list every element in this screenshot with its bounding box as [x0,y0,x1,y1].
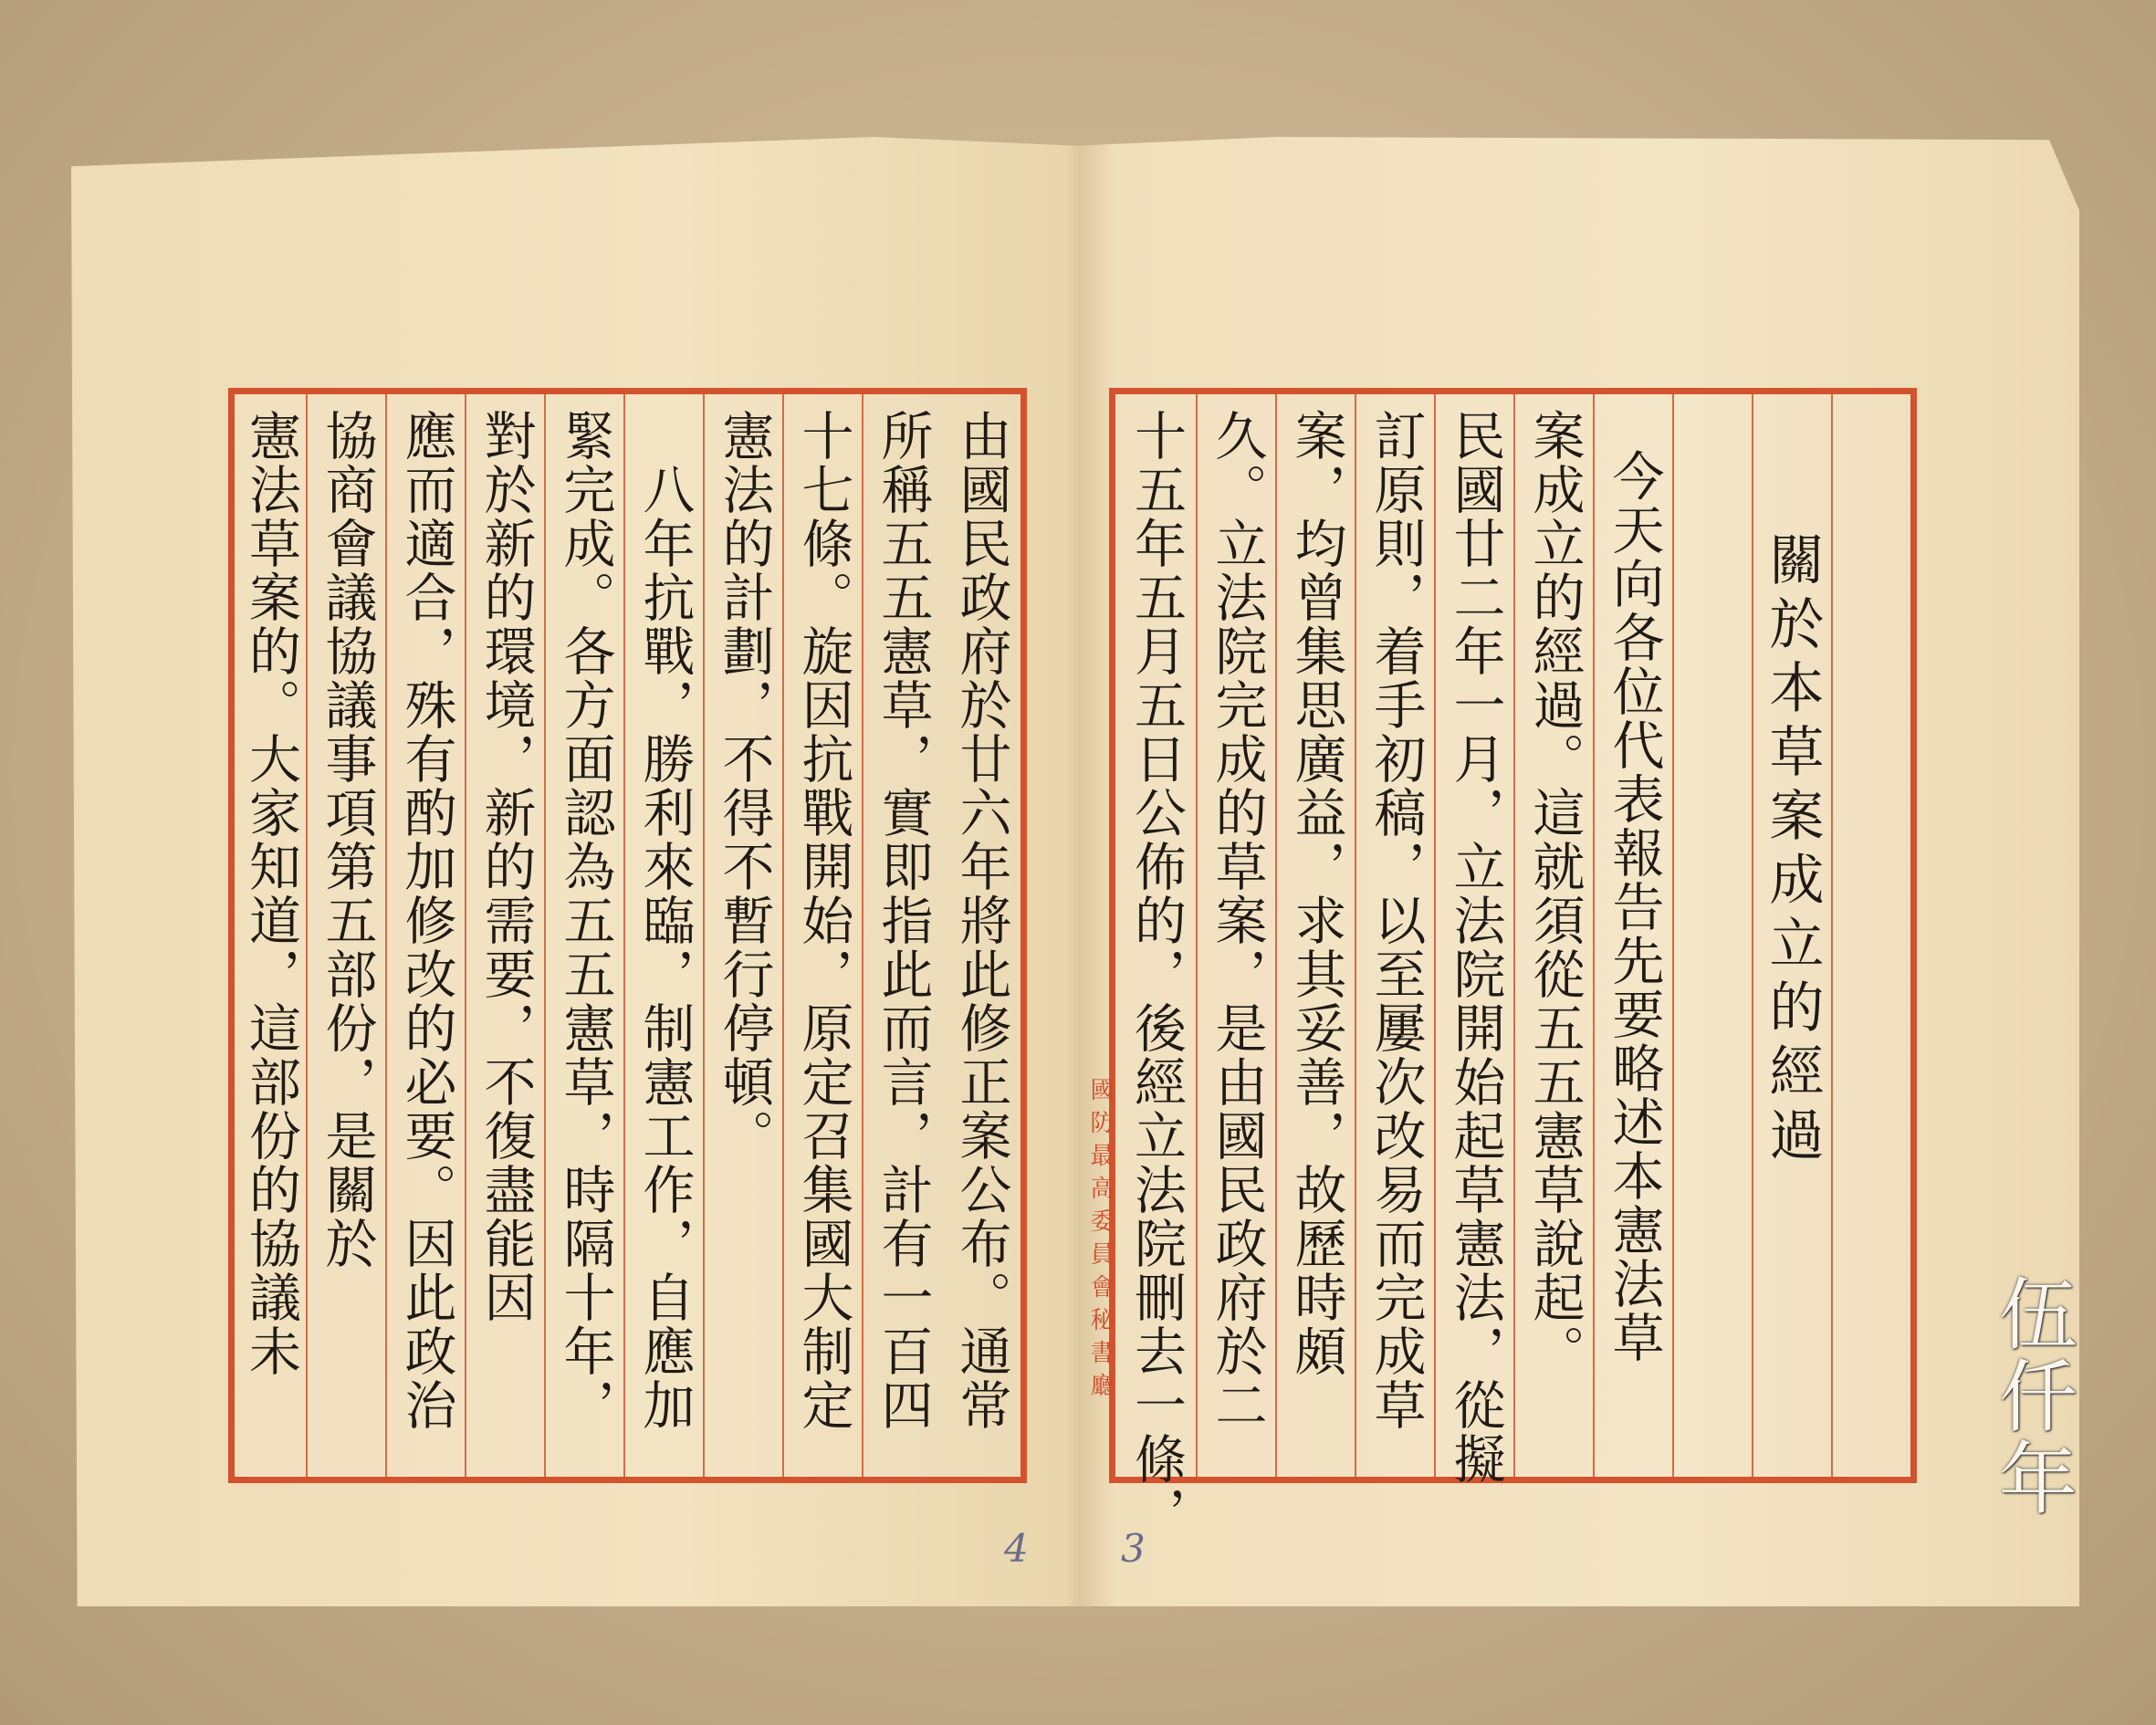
left-col-3 [782,394,862,1477]
text-column: 憲法草案的。大家知道，這部份的協議未 [240,409,301,1378]
left-col-9 [306,394,385,1477]
watermark-logo: 伍仟年 [1984,1273,2077,1520]
right-col-title [1752,394,1831,1477]
right-col-5 [1275,394,1355,1477]
left-col-8 [385,394,465,1477]
right-col-blank-1 [1831,394,1910,1477]
text-column: 訂原則，着手初稿，以至屢次改易而完成草 [1366,409,1426,1432]
text-column: 協商會議協議事項第五部份，是關於 [317,409,377,1270]
left-col-4 [703,394,782,1477]
right-col-6 [1196,394,1275,1477]
text-column: 十七條。旋因抗戰開始，原定召集國大制定 [793,409,853,1432]
left-col-10 [235,394,306,1477]
office-stamp: 國防最高委員會秘書廳 [1086,1077,1114,1406]
text-column: 對於新的環境，新的需要，不復盡能因 [476,409,536,1324]
page-number-left: 4 [1004,1526,1029,1571]
text-column: 憲法的計劃，不得不暫行停頓。 [714,409,774,1163]
right-page-frame [1109,388,1917,1540]
left-page-frame [228,388,1027,1483]
right-col-4 [1355,394,1434,1477]
left-col-1 [941,394,1020,1477]
right-col-1 [1593,394,1672,1477]
text-column: 由國民政府於廿六年將此修正案公布。通常 [951,409,1011,1432]
left-col-5 [623,394,703,1477]
text-column: 久。立法院完成的草案，是由國民政府於二 [1207,409,1267,1432]
text-column: 應而適合，殊有酌加修改的必要。因此政治 [396,409,456,1432]
right-col-3 [1434,394,1513,1486]
text-column: 八年抗戰，勝利來臨，制憲工作，自應加 [634,409,695,1432]
right-col-7 [1115,394,1196,1540]
text-column: 案，均曾集思廣益，求其妥善，故歷時頗 [1286,409,1346,1378]
page-number-right: 3 [1121,1526,1146,1571]
left-col-7 [465,394,544,1477]
text-column: 案成立的經過。這就須從五五憲草說起。 [1524,409,1585,1378]
left-col-6 [544,394,623,1477]
text-column: 今天向各位代表報告先要略述本憲法草 [1604,449,1664,1364]
right-col-blank-2 [1672,394,1752,1477]
left-col-2 [862,394,941,1477]
text-column: 十五年五月五日公佈的，後經立法院刪去一條， [1125,409,1187,1540]
right-col-2 [1513,394,1593,1477]
text-column: 民國廿二年一月，立法院開始起草憲法，從擬 [1445,409,1505,1486]
document-title: 關於本草案成立的經過 [1760,531,1825,1170]
text-column: 所稱五五憲草，實即指此而言，計有一百四 [873,409,933,1432]
text-column: 緊完成。各方面認為五五憲草，時隔十年， [555,409,615,1432]
